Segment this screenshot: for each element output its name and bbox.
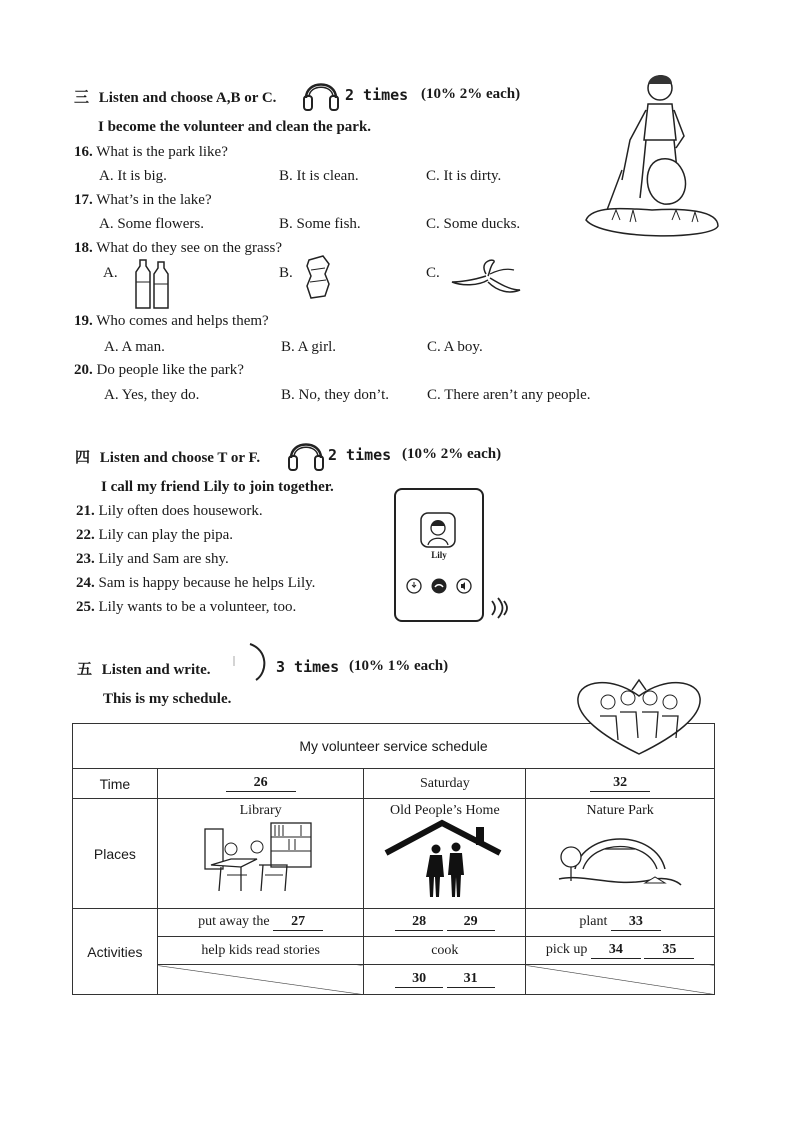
- play-times: 2 times: [345, 86, 409, 104]
- answer-blank-33[interactable]: 33: [611, 914, 661, 931]
- row-label-places: Places: [73, 799, 158, 909]
- option-a[interactable]: A. Yes, they do.: [104, 387, 200, 403]
- option-c[interactable]: C. Some ducks.: [426, 216, 521, 232]
- answer-blank-26[interactable]: 26: [226, 775, 296, 792]
- score-note: (10% 2% each): [421, 86, 521, 102]
- section-5-header: [77, 658, 211, 679]
- activity-cell: put away the 27: [157, 909, 364, 937]
- play-times: 3 times: [276, 658, 340, 676]
- option-b[interactable]: B.: [279, 265, 293, 281]
- option-a[interactable]: A.: [103, 265, 118, 281]
- volunteers-heart-illustration: [572, 676, 706, 756]
- activity-cell: [364, 909, 526, 937]
- answer-blank-29[interactable]: 29: [447, 914, 495, 931]
- library-illustration: [201, 819, 321, 899]
- old-peoples-home-illustration: [380, 819, 510, 899]
- question: 16. What is the park like?: [74, 144, 228, 160]
- time-cell: [526, 769, 715, 799]
- time-cell: [157, 769, 364, 799]
- answer-blank-28[interactable]: 28: [395, 914, 443, 931]
- option-c[interactable]: C. It is dirty.: [426, 168, 502, 184]
- headphones-icon: [228, 640, 272, 682]
- caller-name: Lily: [431, 550, 447, 560]
- activity-cell: plant 33: [526, 909, 715, 937]
- schedule-title: My volunteer service schedule: [73, 724, 715, 769]
- banana-peel-icon: [450, 256, 522, 296]
- option-a[interactable]: A. A man.: [104, 339, 165, 355]
- section-3-header: [74, 86, 276, 107]
- option-c[interactable]: C. A boy.: [427, 339, 483, 355]
- option-b[interactable]: B. A girl.: [281, 339, 337, 355]
- answer-blank-27[interactable]: 27: [273, 914, 323, 931]
- question: 20. Do people like the park?: [74, 362, 244, 378]
- answer-blank-34[interactable]: 34: [591, 942, 641, 959]
- option-a[interactable]: A. Some flowers.: [99, 216, 204, 232]
- answer-blank-35[interactable]: 35: [644, 942, 694, 959]
- place-cell: [157, 799, 364, 909]
- activity-cell: [364, 965, 526, 995]
- place-name: Nature Park: [586, 803, 654, 818]
- headphones-icon: [285, 430, 327, 472]
- nature-park-illustration: [555, 819, 685, 899]
- bottles-icon: [132, 258, 176, 312]
- place-cell: [526, 799, 715, 909]
- place-cell: [364, 799, 526, 909]
- sound-waves-icon: [486, 595, 512, 621]
- option-b[interactable]: B. No, they don’t.: [281, 387, 390, 403]
- play-times: 2 times: [328, 446, 392, 464]
- time-cell: Saturday: [364, 769, 526, 799]
- section-4-header: [75, 446, 260, 467]
- section-marker: 五: [77, 662, 93, 678]
- crushed-can-icon: [303, 254, 333, 300]
- option-c[interactable]: C.: [426, 265, 440, 281]
- question: 19. Who comes and helps them?: [74, 313, 269, 329]
- activity-cell: cook: [364, 937, 526, 965]
- option-b[interactable]: B. It is clean.: [279, 168, 359, 184]
- answer-blank-32[interactable]: 32: [590, 775, 650, 792]
- row-label-time: Time: [73, 769, 158, 799]
- volunteer-boy-illustration: [582, 70, 722, 242]
- section-intro: I become the volunteer and clean the park.: [98, 119, 372, 135]
- schedule-table: [72, 723, 715, 995]
- section-title: Listen and write.: [101, 662, 211, 678]
- option-b[interactable]: B. Some fish.: [279, 216, 361, 232]
- statement[interactable]: 23. Lily and Sam are shy.: [76, 551, 229, 567]
- activity-cell-crossed: [157, 965, 364, 995]
- call-controls: [404, 576, 474, 596]
- score-note: (10% 2% each): [402, 446, 502, 462]
- question: 18. What do they see on the grass?: [74, 240, 283, 256]
- headphones-icon: [300, 70, 342, 112]
- statement[interactable]: 21. Lily often does housework.: [76, 503, 263, 519]
- place-name: Library: [239, 803, 282, 818]
- option-a[interactable]: A. It is big.: [99, 168, 167, 184]
- avatar-icon: [420, 512, 456, 548]
- activity-cell-crossed: [526, 965, 715, 995]
- activity-cell: pick up 34 35: [526, 937, 715, 965]
- question: 17. What’s in the lake?: [74, 192, 212, 208]
- section-title: Listen and choose A,B or C.: [98, 90, 277, 106]
- phone-call-illustration: [394, 488, 484, 622]
- place-name: Old People’s Home: [390, 803, 500, 818]
- answer-blank-31[interactable]: 31: [447, 971, 495, 988]
- statement[interactable]: 22. Lily can play the pipa.: [76, 527, 234, 543]
- row-label-activities: Activities: [73, 909, 158, 995]
- section-intro: This is my schedule.: [103, 691, 232, 707]
- section-intro: I call my friend Lily to join together.: [101, 479, 334, 495]
- answer-blank-30[interactable]: 30: [395, 971, 443, 988]
- score-note: (10% 1% each): [349, 658, 449, 674]
- activity-cell: help kids read stories: [157, 937, 364, 965]
- section-marker: 四: [75, 450, 91, 466]
- section-title: Listen and choose T or F.: [99, 450, 261, 466]
- option-c[interactable]: C. There aren’t any people.: [427, 387, 591, 403]
- statement[interactable]: 25. Lily wants to be a volunteer, too.: [76, 599, 297, 615]
- section-marker: 三: [74, 90, 90, 106]
- statement[interactable]: 24. Sam is happy because he helps Lily.: [76, 575, 316, 591]
